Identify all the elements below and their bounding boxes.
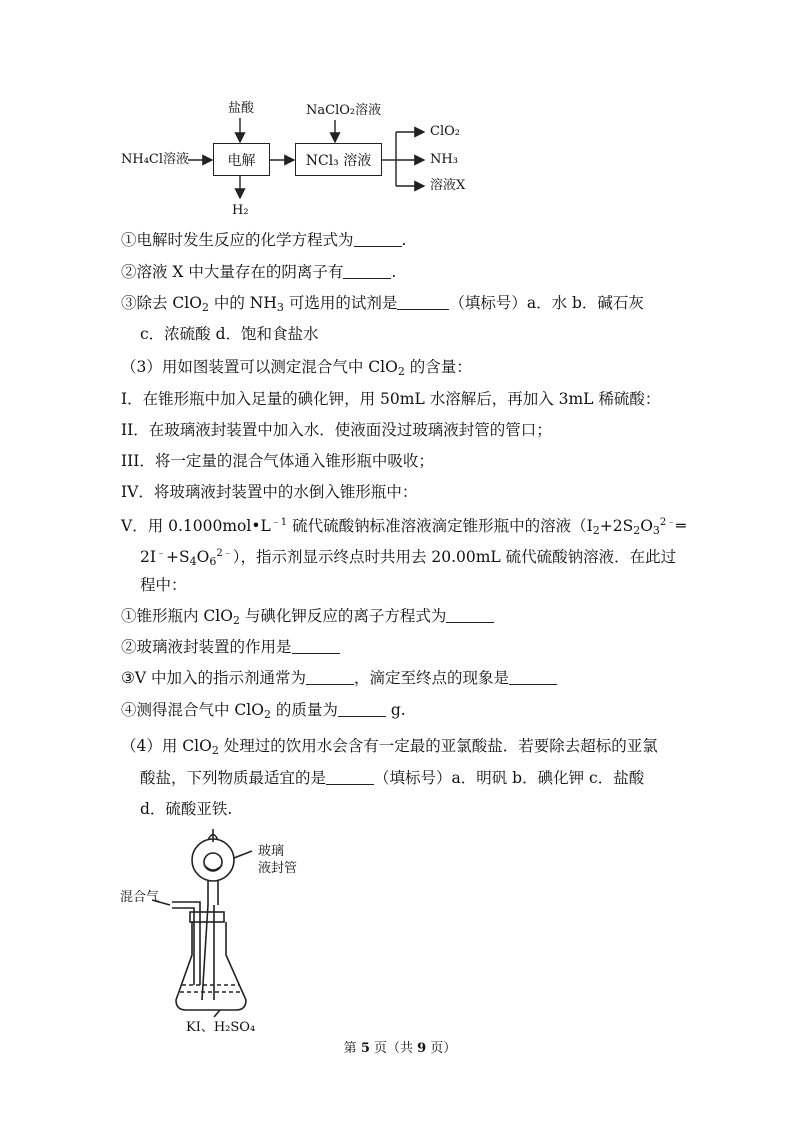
question-ionic-equation: ①锥形瓶内 ClO$_2$ 与碘化钾反应的离子方程式为 [121,606,494,631]
output-nh3: NH₃ [430,152,458,167]
page-footer: 第 5 页（共 9 页） [343,1041,457,1056]
page-total: 9 [417,1041,427,1056]
question-seal-purpose: ②玻璃液封装置的作用是 [121,637,340,657]
page-number: 5 [360,1041,370,1056]
question-4-line1: （4）用 ClO$_2$ 处理过的饮用水会含有一定最的亚氯酸盐．若要除去超标的亚氯 [121,737,658,757]
answer-blank [446,608,494,623]
electrolysis-label: 电解 [227,152,256,169]
answer-blank [292,639,340,654]
question-4-line2: 酸盐，下列物质最适宜的是 （填标号）a．明矾 b．碘化钾 c．盐酸 [140,769,645,787]
step-ii: II．在玻璃液封装置中加入水．使液面没过玻璃液封管的管口； [121,421,552,439]
label-seal-tube: 液封管 [258,861,298,876]
ncl3-label: NCl₃ 溶液 [305,152,372,169]
step-i: I．在锥形瓶中加入足量的碘化钾，用 50mL 水溶解后，再加入 3mL 稀硫酸： [121,390,661,408]
label-glass: 玻璃 [258,844,285,859]
step-v-line3: 程中： [140,576,187,594]
answer-blank [306,670,354,685]
step-v-line1: V．用 $0.1000mol•L^{﹣1}$ 硫代硫酸钠标准溶液滴定锥形瓶中的溶液（$I_2+2S_2O_3^{2﹣}═$ [121,517,686,537]
question-clo2-mass: ④测得混合气中 ClO$_2$ 的质量为 g. [121,701,406,721]
electrolysis-box [213,143,270,176]
question-electrolysis-equation: ①电解时发生反应的化学方程式为 . [121,231,407,249]
answer-blank [343,264,391,279]
output-solution-x: 溶液X [430,178,466,193]
answer-blank [397,295,449,310]
answer-blank [509,670,557,685]
answer-blank [354,232,402,247]
ncl3-solution-box [295,143,382,176]
label-ki-h2so4: KI、H₂SO₄ [186,1020,256,1035]
step-iv: IV．将玻璃液封装置中的水倒入锥形瓶中： [121,483,418,501]
flowchart-arrows [0,0,800,230]
step-v-line2: $2I^﹣+S_4O_6^{2﹣}$），指示剂显示终点时共用去 20.00mL 硫代硫酸钠溶液．在此过 [140,548,677,568]
input-naclo2-solution: NaClO₂溶液 [306,103,382,118]
answer-blank [326,770,374,785]
input-nh4cl-solution: NH₄Cl溶液 [121,152,190,167]
question-4-line3: d．硫酸亚铁. [140,800,233,818]
output-clo2: ClO₂ [430,124,460,139]
input-hydrochloric-acid: 盐酸 [228,101,255,116]
flowchart [0,0,800,230]
question-remove-nh3: ③除去 ClO$_2$ 中的 $NH_3$ 可选用的试剂是 （填标号）a．水 b．碱石灰 [121,294,644,314]
question-indicator: ③V 中加入的指示剂通常为 ，滴定至终点的现象是 [121,668,557,688]
answer-blank [338,702,386,717]
question-remove-nh3-options: c．浓硫酸 d．饱和食盐水 [140,325,319,343]
step-iii: III．将一定量的混合气体通入锥形瓶中吸收； [121,452,434,470]
label-mixed-gas: 混合气 [120,890,160,905]
question-anions-in-x: ②溶液 X 中大量存在的阴离子有 . [121,263,397,281]
section-3-intro: （3）用如图装置可以测定混合气中 ClO$_2$ 的含量： [121,358,472,378]
output-h2: H₂ [232,203,249,218]
